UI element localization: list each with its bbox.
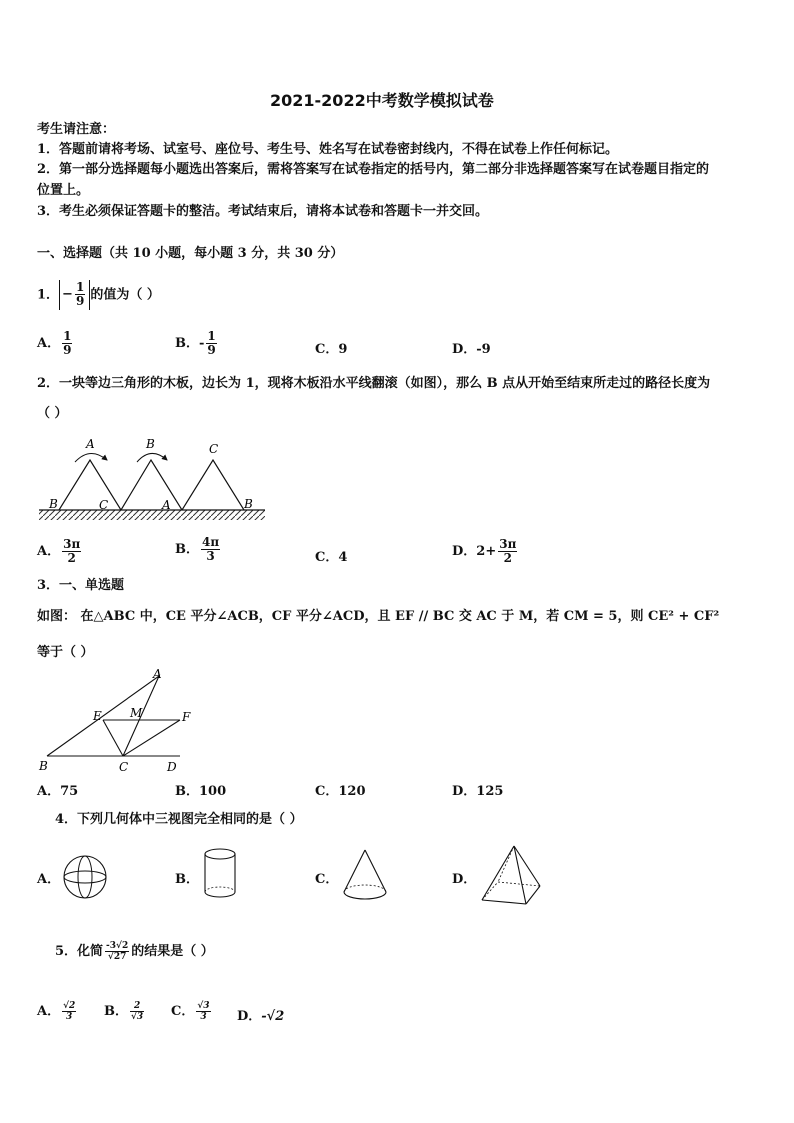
fraction-denominator: 9	[207, 343, 216, 357]
point-label: M	[130, 706, 143, 720]
ground-hatch	[39, 510, 265, 520]
option-d	[452, 538, 519, 565]
notice-item: 2．第一部分选择题每小题选出答案后，需将答案写在试卷指定的括号内，第二部分非选择题答案写在试卷题目指定的	[37, 162, 710, 177]
fraction-denominator: 2	[503, 551, 512, 565]
point-label: C	[209, 442, 219, 456]
fraction	[75, 281, 85, 308]
option-label: C．	[171, 1004, 195, 1019]
question-text: 的值为（ ）	[90, 287, 160, 303]
point-label: A	[86, 437, 95, 451]
option-label: C．	[315, 784, 339, 799]
option-b	[104, 1000, 146, 1022]
question-text: 的结果是（ ）	[131, 944, 214, 959]
question-3-text-2: 等于（ ）	[37, 645, 94, 660]
point-label: C	[99, 498, 109, 512]
point-label: E	[93, 709, 102, 723]
fraction	[62, 330, 72, 357]
option-value: 125	[476, 784, 504, 799]
fraction-denominator: 3	[66, 1012, 73, 1022]
minus-sign: −	[62, 287, 73, 302]
fraction-numerator: √2	[63, 1001, 76, 1011]
option-d	[237, 1005, 284, 1024]
option-label: B．	[175, 542, 199, 557]
fraction-numerator: 1	[75, 280, 85, 294]
option-c: C．	[315, 872, 339, 887]
option-a: A．	[37, 872, 61, 887]
question-1	[37, 280, 160, 311]
option-label: C．	[315, 550, 339, 565]
fraction	[201, 536, 220, 563]
question-number: 1．	[37, 287, 60, 303]
option-value: 120	[338, 784, 366, 799]
line-ce	[103, 720, 123, 756]
pyramid-icon	[476, 842, 546, 908]
question-text: 5．化简	[55, 944, 104, 959]
option-a	[37, 780, 78, 799]
question-3-head: 3．一、单选题	[37, 578, 125, 593]
point-label: F	[182, 710, 191, 724]
option-label: D．	[452, 544, 477, 559]
option-c	[315, 780, 366, 799]
notice-heading: 考生请注意：	[37, 122, 116, 137]
option-c	[171, 1000, 213, 1022]
fraction-numerator: 3π	[499, 537, 517, 551]
point-label: B	[146, 437, 155, 451]
option-label: D．	[237, 1009, 262, 1024]
notice-item: 位置上。	[37, 183, 90, 198]
question-2-text: 2．一块等边三角形的木板，边长为 1，现将木板沿水平线翻滚（如图），那么 B 点从开始至结束所走过的路径长度为	[37, 376, 711, 391]
fraction	[105, 941, 129, 962]
point-label: C	[119, 760, 129, 774]
option-b	[175, 780, 226, 799]
option-b	[175, 330, 219, 357]
point-label: B	[244, 497, 253, 511]
fraction-denominator: 9	[63, 343, 72, 357]
fraction-denominator: 3	[206, 549, 215, 563]
triangle-3	[182, 460, 244, 510]
option-label: B．	[175, 336, 199, 351]
option-label: A．	[37, 336, 61, 351]
point-label: B	[49, 497, 58, 511]
page-title: 2021-2022中考数学模拟试卷	[270, 91, 494, 110]
fraction-numerator: -3√2	[106, 941, 129, 951]
question-4-text: 4．下列几何体中三视图完全相同的是（ ）	[55, 812, 303, 827]
cone-icon	[338, 846, 392, 906]
point-label: A	[162, 498, 171, 512]
question-5	[55, 938, 214, 966]
point-label: D	[167, 760, 177, 774]
option-label: B．	[175, 784, 199, 799]
option-value: -√2	[261, 1009, 285, 1024]
notice-item: 3．考生必须保证答题卡的整洁。考试结束后，请将本试卷和答题卡一并交回。	[37, 204, 489, 219]
option-d	[452, 780, 503, 799]
option-label: C．	[315, 342, 339, 357]
option-b: B．	[175, 872, 199, 887]
point-label: B	[39, 759, 48, 773]
absolute-value	[59, 280, 90, 310]
fraction-numerator: 2	[130, 1001, 144, 1012]
option-prefix: -	[199, 336, 205, 351]
fraction	[498, 538, 517, 565]
fraction-denominator: √3	[131, 1012, 144, 1022]
option-label: A．	[37, 784, 61, 799]
fraction	[206, 330, 216, 357]
sphere-icon	[60, 852, 110, 902]
option-value: 4	[338, 550, 348, 565]
option-label: B．	[104, 1004, 128, 1019]
option-d	[452, 338, 491, 357]
option-label: D．	[452, 784, 477, 799]
option-a	[37, 1000, 78, 1022]
option-label: D．	[452, 342, 477, 357]
option-prefix: 2+	[476, 544, 497, 559]
option-value: 100	[199, 784, 227, 799]
fraction-numerator: 4π	[202, 535, 220, 549]
question-3-text: 如图： 在△ABC 中，CE 平分∠ACB，CF 平分∠ACD，且 EF // BC 交 AC 于 M，若 CM = 5，则 CE² + CF²	[37, 609, 720, 624]
fraction	[62, 538, 81, 565]
option-d: D．	[452, 872, 477, 887]
triangle-bisector-figure	[37, 668, 202, 778]
fraction-denominator: 2	[67, 551, 76, 565]
triangle-2	[121, 460, 182, 510]
question-2-paren: （ ）	[37, 406, 68, 421]
option-c	[315, 546, 347, 565]
fraction	[62, 1001, 76, 1022]
notice-item: 1．答题前请将考场、试室号、座位号、考生号、姓名写在试卷密封线内，不得在试卷上作任何标记。	[37, 142, 619, 157]
fraction-numerator: √3	[197, 1001, 210, 1011]
option-a	[37, 330, 74, 357]
fraction-denominator: √27	[107, 952, 127, 962]
cylinder-icon	[198, 846, 242, 902]
triangle-1	[59, 460, 121, 510]
option-b	[175, 536, 222, 563]
point-label: A	[153, 668, 162, 681]
option-label: A．	[37, 544, 61, 559]
fraction-denominator: 3	[200, 1012, 207, 1022]
option-value: 9	[338, 342, 348, 357]
fraction	[196, 1001, 210, 1022]
section-heading: 一、选择题（共 10 小题，每小题 3 分，共 30 分）	[37, 246, 344, 261]
option-c	[315, 338, 347, 357]
option-value: -9	[476, 342, 491, 357]
fraction-numerator: 1	[63, 329, 72, 343]
fraction-denominator: 9	[75, 294, 85, 308]
rolling-triangle-figure	[37, 432, 277, 527]
fraction-numerator: 3π	[63, 537, 81, 551]
fraction-numerator: 1	[207, 329, 216, 343]
fraction	[130, 1001, 144, 1022]
option-value: 75	[60, 784, 79, 799]
option-a	[37, 538, 83, 565]
option-label: A．	[37, 1004, 61, 1019]
